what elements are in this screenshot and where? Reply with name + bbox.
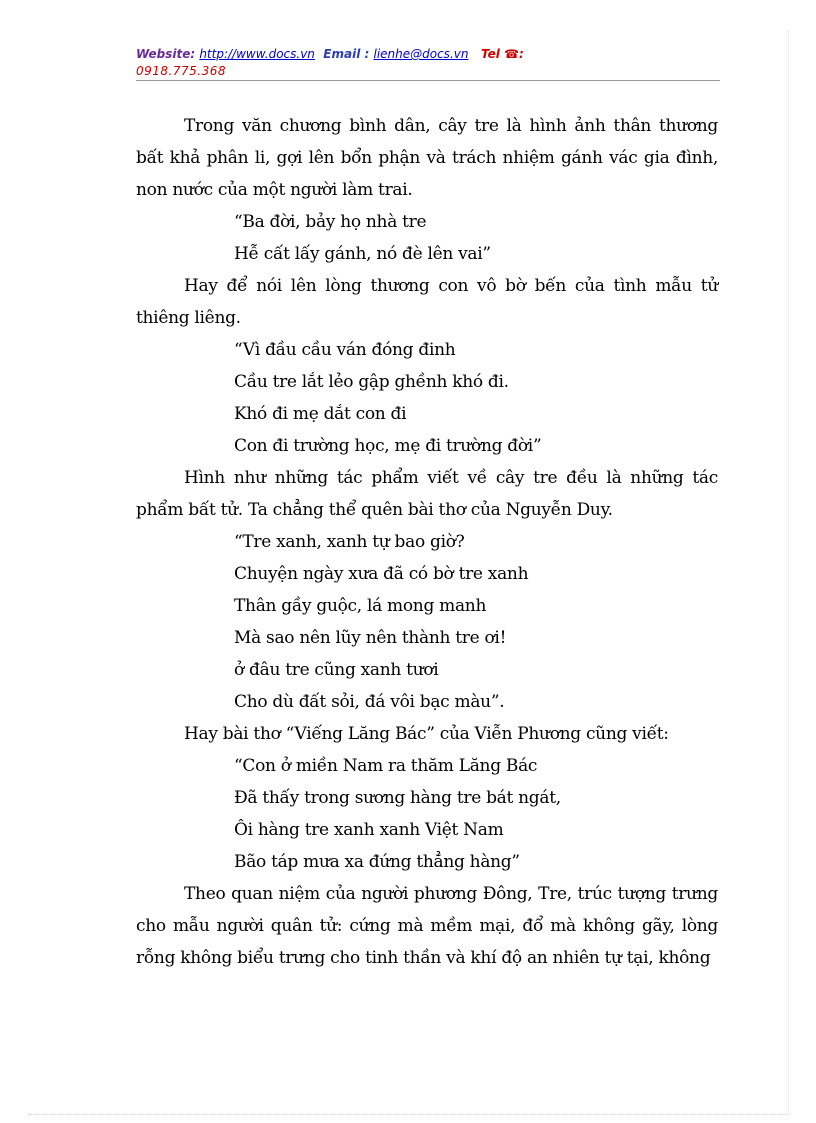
verse-line: “Con ở miền Nam ra thăm Lăng Bác (234, 756, 538, 776)
paragraph: Hình như những tác phẩm viết về cây tre đều là những tác phẩm bất tử. Ta chẳng thể quên bài thơ của Nguyễn Duy. (136, 468, 718, 520)
website-label: Website: (136, 47, 196, 61)
document-body (136, 110, 718, 974)
website-link[interactable]: http://www.docs.vn (199, 47, 315, 61)
verse-line: Ôi hàng tre xanh xanh Việt Nam (234, 820, 504, 840)
email-link[interactable]: lienhe@docs.vn (373, 47, 469, 61)
verse-line: Khó đi mẹ dắt con đi (234, 404, 407, 424)
page-header (136, 46, 720, 80)
verse-line: Mà sao nên lũy nên thành tre ơi! (234, 628, 507, 648)
tel-value: 0918.775.368 (136, 64, 226, 78)
header-divider (136, 80, 720, 81)
paragraph: Hay bài thơ “Viếng Lăng Bác” của Viễn Phương cũng viết: (184, 724, 669, 744)
verse-line: ở đâu tre cũng xanh tươi (234, 660, 439, 680)
email-label: Email : (323, 47, 370, 61)
tel-label: Tel ☎: (481, 47, 524, 61)
verse-line: Cho dù đất sỏi, đá vôi bạc màu”. (234, 692, 505, 712)
verse-line: Chuyện ngày xưa đã có bờ tre xanh (234, 564, 529, 584)
paragraph: Theo quan niệm của người phương Đông, Tre, trúc tượng trưng cho mẫu người quân tử: cứng mà mềm mại, đổ mà không gãy, lòng rỗng không biểu trưng cho tinh thần và khí độ an nhiên tự tại, không (136, 884, 718, 968)
verse-line: Con đi trường học, mẹ đi trường đời” (234, 436, 542, 456)
verse-line: Cầu tre lắt lẻo gập ghềnh khó đi. (234, 372, 509, 392)
paragraph: Hay để nói lên lòng thương con vô bờ bến của tình mẫu tử thiêng liêng. (136, 276, 718, 328)
page-edge-bottom (28, 1114, 788, 1115)
verse-line: “Vì đầu cầu ván đóng đinh (234, 340, 456, 360)
verse-line: Hễ cất lấy gánh, nó đè lên vai” (234, 244, 491, 264)
verse-line: Thân gầy guộc, lá mong manh (234, 596, 487, 616)
page-edge-right (788, 30, 789, 1114)
verse-line: “Tre xanh, xanh tự bao giờ? (234, 532, 465, 552)
verse-line: Đã thấy trong sương hàng tre bát ngát, (234, 788, 561, 808)
verse-line: Bão táp mưa xa đứng thẳng hàng” (234, 852, 520, 872)
verse-line: “Ba đời, bảy họ nhà tre (234, 212, 427, 232)
paragraph: Trong văn chương bình dân, cây tre là hình ảnh thân thương bất khả phân li, gợi lên bổn phận và trách nhiệm gánh vác gia đình, non nước của một người làm trai. (136, 116, 718, 200)
